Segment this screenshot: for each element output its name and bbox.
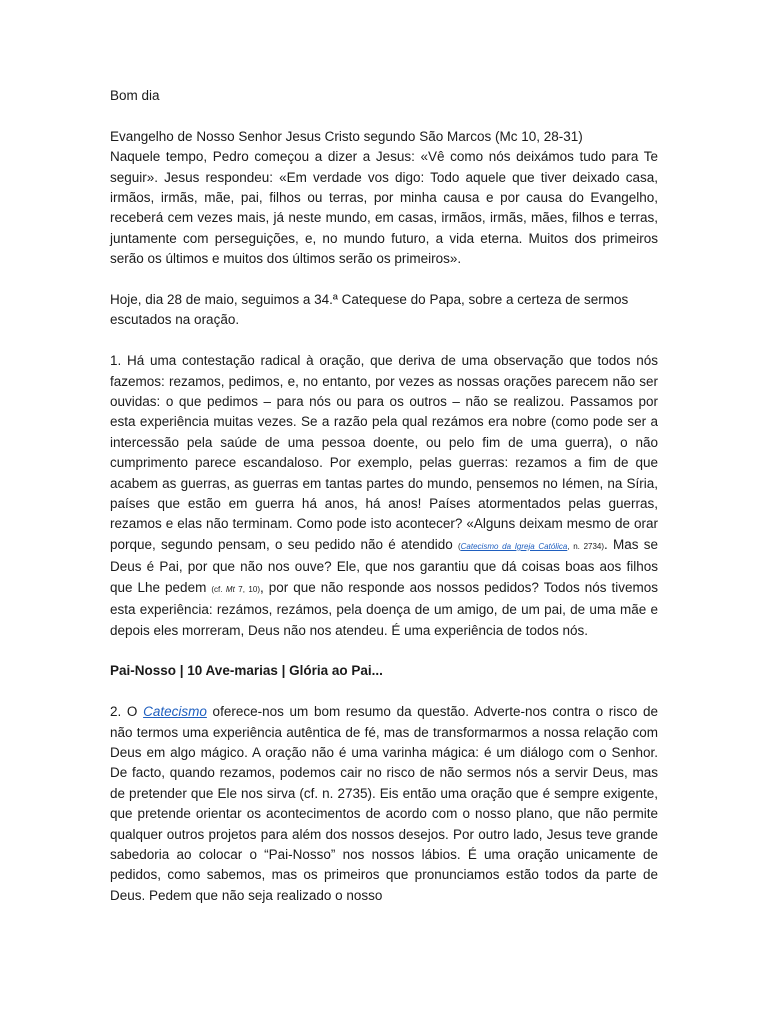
paragraph-gap <box>110 331 658 351</box>
gospel-title: Evangelho de Nosso Senhor Jesus Cristo segundo São Marcos (Mc 10, 28-31) <box>110 128 583 144</box>
paragraph-gap <box>110 270 658 290</box>
section-1-text-c: , por que não responde aos nossos pedidos? Todos nós tivemos esta experiência: rezámos, rezámos, pela doença de um amigo, de um pai, de uma mãe e depois eles morreram, Deus não nos atendeu. É uma experiência de todos nós. <box>110 579 658 638</box>
section-2-paragraph <box>110 702 658 906</box>
catechism-reference: (Catecismo da Igreja Católica, n. 2734) <box>457 541 605 551</box>
section-2-text: oferece-nos um bom resumo da questão. Adverte-nos contra o risco de não termos uma experiência autêntica de fé, mas de transformarmos a nossa relação com Deus em algo mágico. A oração não é uma varinha mágica: é um diálogo com o Senhor. De facto, quando rezamos, podemos cair no risco de não sermos nós a servir Deus, mas de pretender que Ele nos sirva (cf. n. 2735). Eis então uma oração que é sempre exigente, que pretende orientar os acontecimentos de acordo com o nosso plano, que não permite qualquer outros projetos para além dos nossos desejos. Por outro lado, Jesus teve grande sabedoria ao colocar o “Pai-Nosso” nos nossos lábios. É uma oração unicamente de pedidos, como sabemos, mas os primeiros que pronunciamos estão todos da parte de Deus. Pedem que não seja realizado o nosso <box>110 704 658 903</box>
gospel-reference: (cf. Mt 7, 10) <box>211 584 260 594</box>
paragraph-gap <box>110 106 658 126</box>
greeting: Bom dia <box>110 88 160 103</box>
section-1-text-b: . Mas se Deus é Pai, por que não nos ouve? Ele, que nos garantiu que dá coisas boas aos filhos que Lhe pedem <box>110 536 658 595</box>
catechism-reference-link[interactable]: Catecismo da Igreja Católica <box>460 541 568 551</box>
paragraph-gap <box>110 641 658 661</box>
prayer-line: Pai-Nosso | 10 Ave-marias | Glória ao Pai... <box>110 663 383 679</box>
section-1-text-a: 1. Há uma contestação radical à oração, que deriva de uma observação que todos nós fazemos: rezamos, pedimos, e, no entanto, por vezes as nossas orações parecem não ser ouvidas: o que pedimos – para nós ou para os outros – não se realizou. Passamos por esta experiência muitas vezes. Se a razão pela qual rezámos era nobre (como pode ser a intercessão pela saúde de uma pessoa doente, ou pelo fim de uma guerra), o não cumprimento parece escandaloso. Por exemplo, pelas guerras: rezamos a fim de que acabem as guerras, as guerras em tantas partes do mundo, pensemos no Iémen, na Síria, países que estão em guerra há anos, há anos! Países atormentados pelas guerras, rezamos e elas não terminam. Como pode isto acontecer? «Alguns deixam mesmo de orar porque, segundo pensam, o seu pedido não é atendido <box>110 353 658 552</box>
paragraph-gap <box>110 682 658 702</box>
intro-paragraph: Hoje, dia 28 de maio, seguimos a 34.ª Catequese do Papa, sobre a certeza de sermos escutados na oração. <box>110 292 629 328</box>
section-2-prefix: 2. O <box>110 704 144 720</box>
section-1-paragraph <box>110 351 658 641</box>
catechism-link[interactable]: Catecismo <box>143 704 207 720</box>
gospel-text: Naquele tempo, Pedro começou a dizer a Jesus: «Vê como nós deixámos tudo para Te seguir». Jesus respondeu: «Em verdade vos digo: Todo aquele que tiver deixado casa, irmãos, irmãs, mãe, pai, filhos ou terras, por minha causa e por causa do Evangelho, receberá cem vezes mais, já neste mundo, em casas, irmãos, irmãs, mães, filhos e terras, juntamente com perseguições, e, no mundo futuro, a vida eterna. Muitos dos primeiros serão os últimos e muitos dos últimos serão os primeiros». <box>110 149 658 267</box>
